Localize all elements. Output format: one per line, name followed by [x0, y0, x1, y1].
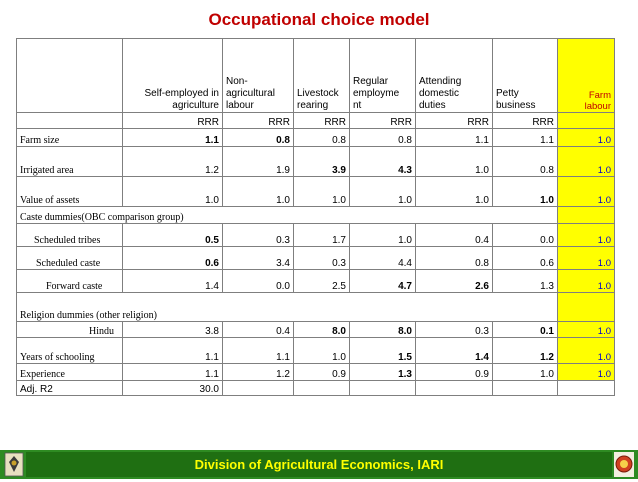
rrr-row: RRR RRR RRR RRR RRR RRR	[17, 113, 615, 129]
table-row-irrigated-area: Irrigated area 1.2 1.9 3.9 4.3 1.0 0.8 1.0	[17, 147, 615, 177]
table-header-row	[17, 39, 615, 113]
occupational-choice-table	[16, 38, 615, 396]
footer-text: Division of Agricultural Economics, IARI	[194, 457, 444, 472]
table-row-scheduled-tribes: Scheduled tribes 0.5 0.3 1.7 1.0 0.4 0.0 1.0	[17, 224, 615, 247]
slide-title: Occupational choice model	[208, 10, 430, 29]
header-domestic-duties: Attending domestic duties	[416, 39, 493, 113]
table-row-experience: Experience 1.1 1.2 0.9 1.3 0.9 1.0 1.0	[17, 364, 615, 381]
iari-logo-icon	[4, 452, 24, 477]
table-row-farm-size: Farm size 1.1 0.8 0.8 0.8 1.1 1.1 1.0	[17, 129, 615, 147]
header-self-employed: Self-employed in agriculture	[123, 39, 223, 113]
header-non-agricultural: Non- agricultural labour	[223, 39, 294, 113]
header-livestock: Livestock rearing	[294, 39, 350, 113]
table-row-hindu: Hindu 3.8 0.4 8.0 8.0 0.3 0.1 1.0	[17, 322, 615, 338]
header-farm-labour: Farm labour	[558, 39, 615, 113]
table-row-adj-r2: Adj. R2 30.0	[17, 381, 615, 396]
header-regular-employment: Regular employme nt	[350, 39, 416, 113]
table-row-scheduled-caste: Scheduled caste 0.6 3.4 0.3 4.4 0.8 0.6 1.0	[17, 247, 615, 270]
footer-box	[26, 452, 612, 477]
footer-bar	[0, 450, 638, 479]
icar-emblem-icon	[614, 452, 634, 477]
header-petty-business: Petty business	[493, 39, 558, 113]
table-row-religion-dummies: Religion dummies (other religion)	[17, 293, 615, 322]
table-row-value-of-assets: Value of assets 1.0 1.0 1.0 1.0 1.0 1.0 1.0	[17, 177, 615, 207]
table-row-years-of-schooling: Years of schooling 1.1 1.1 1.0 1.5 1.4 1.2 1.0	[17, 338, 615, 364]
table-row-forward-caste: Forward caste 1.4 0.0 2.5 4.7 2.6 1.3 1.0	[17, 270, 615, 293]
header-blank	[17, 39, 123, 113]
table-row-caste-dummies: Caste dummies(OBC comparison group)	[17, 207, 615, 224]
